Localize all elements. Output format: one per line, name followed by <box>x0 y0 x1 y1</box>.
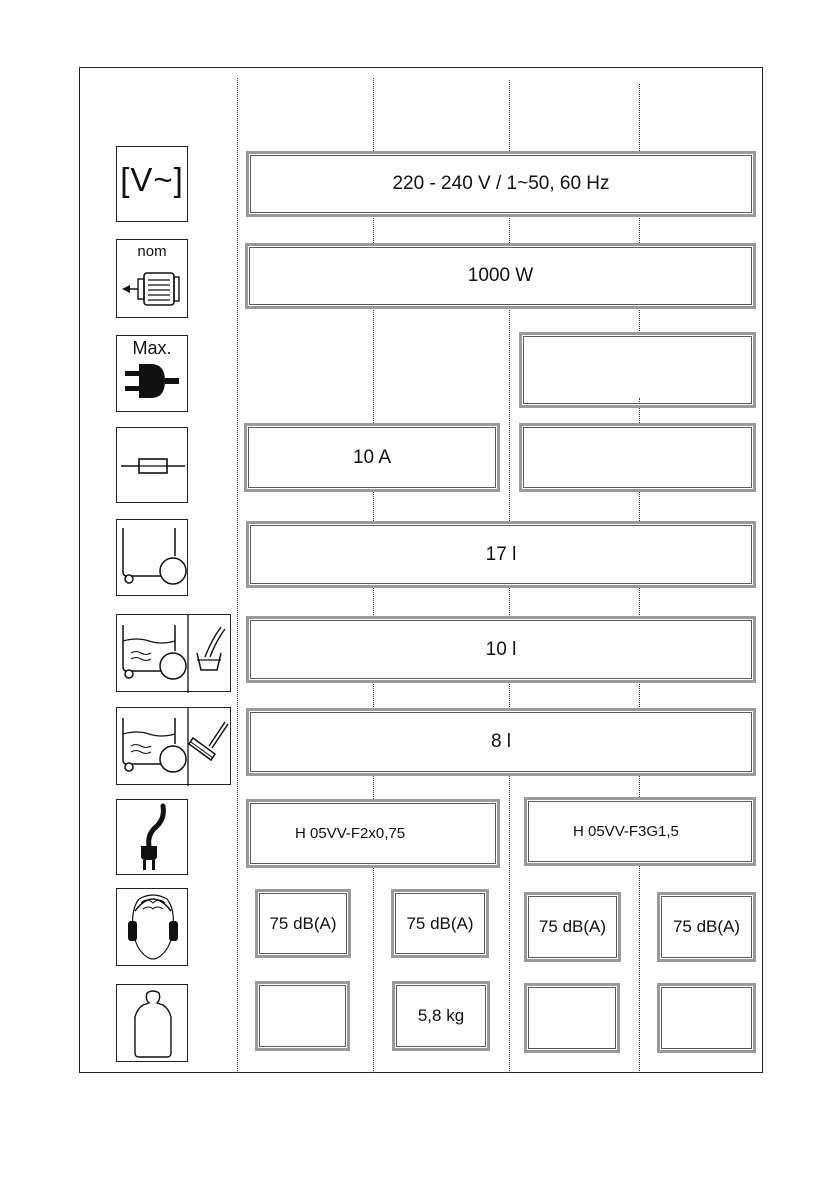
noise-value: 75 dB(A) <box>538 917 607 936</box>
noise-value-box <box>391 889 489 958</box>
column-separator <box>639 398 640 404</box>
motor-icon-label: nom <box>137 243 167 260</box>
liquid-value-box <box>246 616 756 683</box>
noise-value: 75 dB(A) <box>406 913 474 933</box>
wet-mop-icon <box>116 707 231 785</box>
wet-value-box <box>246 708 756 776</box>
weight-icon <box>116 984 188 1062</box>
cable-right-value-box <box>524 797 756 866</box>
cable-icon <box>116 799 188 875</box>
noise-value: 75 dB(A) <box>672 917 741 936</box>
fuse-right-value-box <box>519 423 756 492</box>
fuse-icon <box>116 427 188 503</box>
voltage-value-box <box>246 151 756 217</box>
weight-value: 5,8 kg <box>417 1006 465 1025</box>
cable-right-value: H 05VV-F3G1,5 <box>573 823 679 840</box>
plug-icon <box>116 335 188 412</box>
voltage-icon <box>116 146 188 222</box>
voltage-value: 220 - 240 V / 1~50, 60 Hz <box>392 173 610 194</box>
weight-value-box <box>255 981 350 1051</box>
power-value-box <box>245 243 756 309</box>
column-separator <box>237 78 238 1073</box>
noise-value-box <box>657 892 756 962</box>
tank-value-box <box>246 521 756 588</box>
noise-value: 75 dB(A) <box>269 913 337 933</box>
ear-protection-icon <box>116 888 188 966</box>
cable-left-value-box <box>246 799 500 868</box>
weight-value-box <box>657 983 756 1053</box>
motor-icon <box>116 239 188 318</box>
wet-value: 8 l <box>490 731 512 752</box>
weight-value-box <box>392 981 490 1051</box>
weight-value-box <box>524 983 620 1053</box>
tank-value: 17 l <box>485 543 517 565</box>
noise-value-box <box>255 889 351 958</box>
fuse-left-value: 10 A <box>352 446 392 468</box>
power-value: 1000 W <box>467 265 534 286</box>
liquid-capacity-icon <box>116 614 231 692</box>
tank-icon <box>116 519 188 596</box>
fuse-left-value-box <box>244 423 500 492</box>
cable-left-value: H 05VV-F2x0,75 <box>295 825 406 842</box>
liquid-value: 10 l <box>485 638 517 660</box>
noise-value-box <box>524 892 621 962</box>
max-socket-value-box <box>519 332 756 408</box>
voltage-icon-label: [V~] <box>120 161 184 198</box>
plug-icon-label: Max. <box>132 338 172 358</box>
